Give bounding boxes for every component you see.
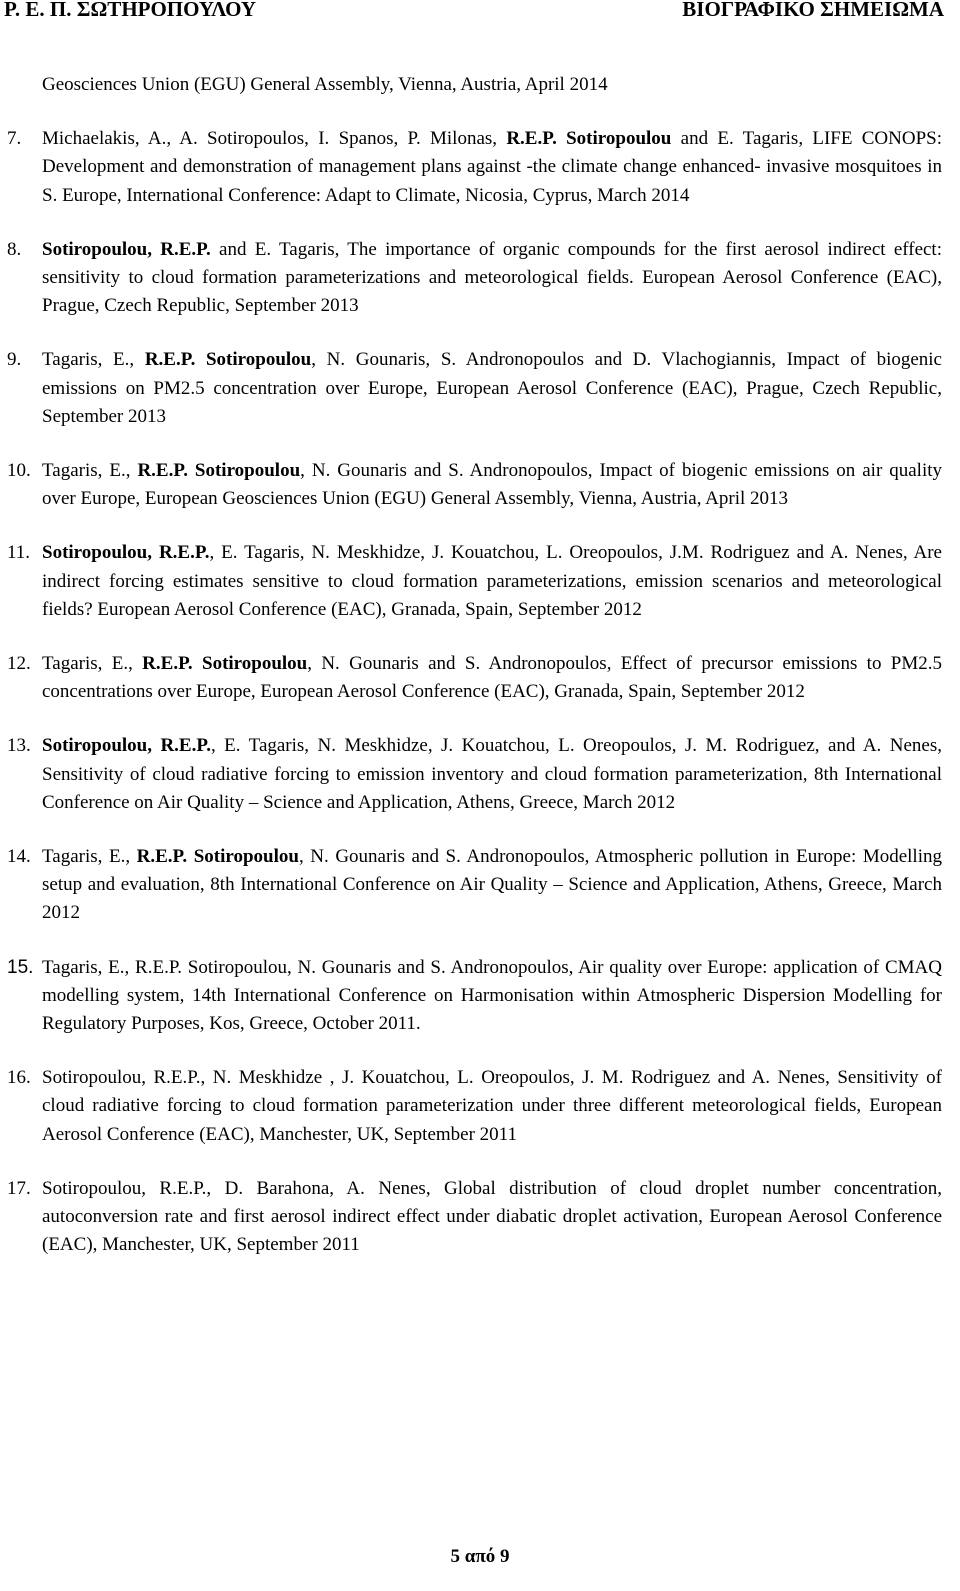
entry-number: 8. (7, 238, 22, 260)
publication-entry: 8. Sotiropoulou, R.E.P. and E. Tagaris, The importance of organic compounds for the first aerosol indirect effect: sensitivity to cloud formation parameterizations and meteorological fields. European Aerosol Conference (EAC), Prague, Czech Republic, September 2013 (0, 236, 942, 321)
page-number: 5 από 9 (450, 1546, 510, 1567)
entry-number: 14. (7, 846, 31, 868)
author-highlight: R.E.P. Sotiropoulou (144, 349, 312, 371)
publication-entry: 16. Sotiropoulou, R.E.P., N. Meskhidze , J. Kouatchou, L. Oreopoulos, J. M. Rodriguez and A. Nenes, Sensitivity of cloud radiative forcing to cloud formation parameterization under three different meteorological fields, European Aerosol Conference (EAC), Manchester, UK, September 2011 (0, 1064, 942, 1149)
entry-number: 9. (7, 349, 22, 371)
publication-entry: 10. Tagaris, E., R.E.P. Sotiropoulou, N. Gounaris and S. Andronopoulos, Impact of biogenic emissions on air quality over Europe, European Geosciences Union (EGU) General Assembly, Vienna, Austria, April 2013 (0, 457, 942, 513)
publication-entry: 14. Tagaris, E., R.E.P. Sotiropoulou, N. Gounaris and S. Andronopoulos, Atmospheric pollution in Europe: Modelling setup and evaluation, 8th International Conference on Air Quality – Science and Application, Athens, Greece, March 2012 (0, 843, 942, 928)
author-highlight: R.E.P. Sotiropoulou (506, 128, 672, 150)
continued-entry-text: Geosciences Union (EGU) General Assembly, Vienna, Austria, April 2014 (42, 74, 608, 95)
header-author: Ρ. Ε. Π. ΣΩΤΗΡΟΠΟΥΛΟΥ (4, 0, 257, 21)
entry-number: 15. (7, 956, 34, 978)
entry-number: 10. (7, 460, 31, 482)
entry-number: 16. (7, 1067, 31, 1089)
entry-number: 13. (7, 735, 31, 757)
publication-entry: 12. Tagaris, E., R.E.P. Sotiropoulou, N. Gounaris and S. Andronopoulos, Effect of precursor emissions to PM2.5 concentrations over Europe, European Aerosol Conference (EAC), Granada, Spain, September 2012 (0, 650, 942, 706)
author-highlight: Sotiropoulou, R.E.P. (42, 735, 211, 757)
entry-number: 12. (7, 653, 31, 675)
page-header (0, 0, 960, 30)
publication-entry: 11. Sotiropoulou, R.E.P., E. Tagaris, N. Meskhidze, J. Kouatchou, L. Oreopoulos, J.M. Rodriguez and A. Nenes, Are indirect forcing estimates sensitive to cloud formation parameterizations, emission scenarios and meteorological fields? European Aerosol Conference (EAC), Granada, Spain, September 2012 (0, 539, 942, 624)
author-highlight: R.E.P. Sotiropoulou (137, 460, 301, 482)
publication-list (0, 71, 960, 1260)
entry-number: 7. (7, 128, 22, 150)
author-highlight: Sotiropoulou, R.E.P. (42, 238, 211, 260)
publication-entry: 15. Tagaris, E., R.E.P. Sotiropoulou, N. Gounaris and S. Andronopoulos, Air quality over Europe: application of CMAQ modelling system, 14th International Conference on Harmonisation within Atmospheric Dispersion Modelling for Regulatory Purposes, Kos, Greece, October 2011. (0, 954, 942, 1039)
author-highlight: Sotiropoulou, R.E.P. (42, 542, 210, 564)
header-doc-title: ΒΙΟΓΡΑΦΙΚΟ ΣΗΜΕΙΩΜΑ (682, 0, 944, 21)
entry-number: 11. (7, 542, 31, 564)
publication-entry: 17. Sotiropoulou, R.E.P., D. Barahona, A. Nenes, Global distribution of cloud droplet number concentration, autoconversion rate and first aerosol indirect effect under diabatic droplet activation, European Aerosol Conference (EAC), Manchester, UK, September 2011 (0, 1175, 942, 1260)
author-highlight: R.E.P. Sotiropoulou (142, 653, 308, 675)
publication-entry: 13. Sotiropoulou, R.E.P., E. Tagaris, N. Meskhidze, J. Kouatchou, L. Oreopoulos, J. M. Rodriguez, and A. Nenes, Sensitivity of cloud radiative forcing to emission inventory and cloud formation parameterization, 8th International Conference on Air Quality – Science and Application, Athens, Greece, March 2012 (0, 732, 942, 817)
author-highlight: R.E.P. Sotiropoulou (136, 846, 299, 868)
publication-entry: 7. Michaelakis, A., A. Sotiropoulos, I. Spanos, P. Milonas, R.E.P. Sotiropoulou and E. Tagaris, LIFE CONOPS: Development and demonstration of management plans against -the climate change enhanced- invasive mosquitoes in S. Europe, International Conference: Adapt to Climate, Nicosia, Cyprus, March 2014 (0, 125, 942, 210)
publication-entry: 9. Tagaris, E., R.E.P. Sotiropoulou, N. Gounaris, S. Andronopoulos and D. Vlachogiannis, Impact of biogenic emissions on PM2.5 concentration over Europe, European Aerosol Conference (EAC), Prague, Czech Republic, September 2013 (0, 346, 942, 431)
entry-number: 17. (7, 1177, 31, 1199)
